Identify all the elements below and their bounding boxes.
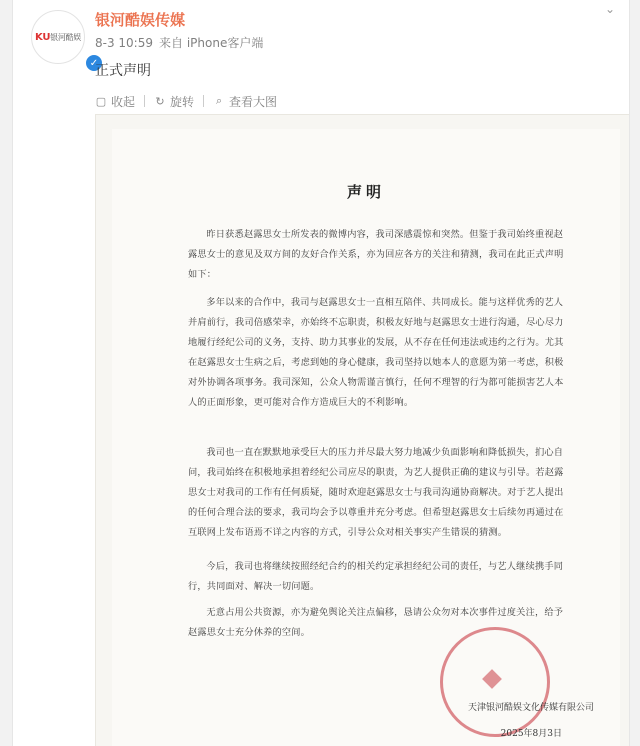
image-toolbar — [95, 92, 277, 110]
toolbar-divider — [203, 95, 204, 107]
post-time[interactable]: 8-3 10:59 — [95, 36, 153, 50]
collect-button[interactable] — [95, 93, 135, 110]
rotate-icon: ↻ — [155, 94, 165, 108]
rotate-label: 旋转 — [170, 94, 195, 109]
search-icon: ⌕ — [215, 94, 223, 107]
company-signature: 天津银河酷娱文化传媒有限公司 — [467, 703, 594, 713]
account-name[interactable]: 银河酷娱传媒 — [95, 11, 186, 29]
document-date: 2025年8月3日 — [500, 729, 562, 739]
document-paragraph-3: 我司也一直在默默地承受巨大的压力并尽最大努力地减少负面影响和降低损失，扪心自问，我司始终在积极地承担着经纪公司应尽的职责，为艺人提供正确的建议与引导。若赵露思女士对我司的工作有任何质疑，随时欢迎赵露思女士与我司沟通协商解决。对于艺人提出的任何合理合法的要求，我司均会予以尊重并充分考虑。但希望赵露思女士后续勿再通过在互联网上发布语焉不详之内容的方式，引导公众对相关事实产生错误的猜测。 — [188, 447, 564, 538]
post-source: 来自 iPhone客户端 — [159, 36, 264, 50]
avatar-logo: KU银河酷娱 — [35, 31, 81, 43]
document-paragraph-1: 昨日获悉赵露思女士所发表的微博内容，我司深感震惊和突然。但鉴于我司始终重视赵露思女士的意见及双方间的友好合作关系，亦为回应各方的关注和猜测，我司在此正式声明如下： — [188, 229, 564, 280]
document-title: 声明 — [346, 183, 385, 201]
weibo-post-card — [12, 0, 630, 746]
chevron-down-icon[interactable]: ⌄ — [604, 2, 615, 16]
post-meta — [95, 34, 263, 51]
toolbar-divider — [144, 95, 145, 107]
document-paragraph-5: 无意占用公共资源，亦为避免舆论关注点偏移，恳请公众勿对本次事件过度关注，给予赵露思女士充分休养的空间。 — [188, 607, 564, 638]
company-seal — [440, 627, 550, 737]
statement-document — [112, 129, 620, 746]
statement-image[interactable] — [95, 114, 630, 746]
post-text: 正式声明 — [95, 63, 151, 79]
rotate-button[interactable] — [154, 93, 194, 110]
collect-label: 收起 — [111, 94, 136, 109]
avatar[interactable] — [31, 10, 99, 69]
verified-badge-icon: ✓ — [84, 53, 104, 73]
document-paragraph-2: 多年以来的合作中，我司与赵露思女士一直相互陪伴、共同成长。能与这样优秀的艺人并肩前行，我司倍感荣幸，亦始终不忘职责，积极友好地与赵露思女士进行沟通，尽心尽力地履行经纪公司的义务，支持、助力其事业的发展，从不存在任何违法或违约之行为。尤其在赵露思女士生病之后，考虑到她的身心健康，我司坚持以她本人的意愿为第一考虑，积极对外协调各项事务。我司深知，公众人物需谨言慎行，任何不理智的行为都可能损害艺人本人的正面形象，更可能对合作方造成巨大的不利影响。 — [188, 297, 564, 408]
view-large-button[interactable] — [213, 93, 277, 110]
view-large-label: 查看大图 — [229, 94, 278, 109]
document-paragraph-4: 今后，我司也将继续按照经纪合约的相关约定承担经纪公司的责任，与艺人继续携手同行，共同面对、解决一切问题。 — [188, 561, 564, 592]
collapse-icon: ▢ — [95, 94, 107, 108]
